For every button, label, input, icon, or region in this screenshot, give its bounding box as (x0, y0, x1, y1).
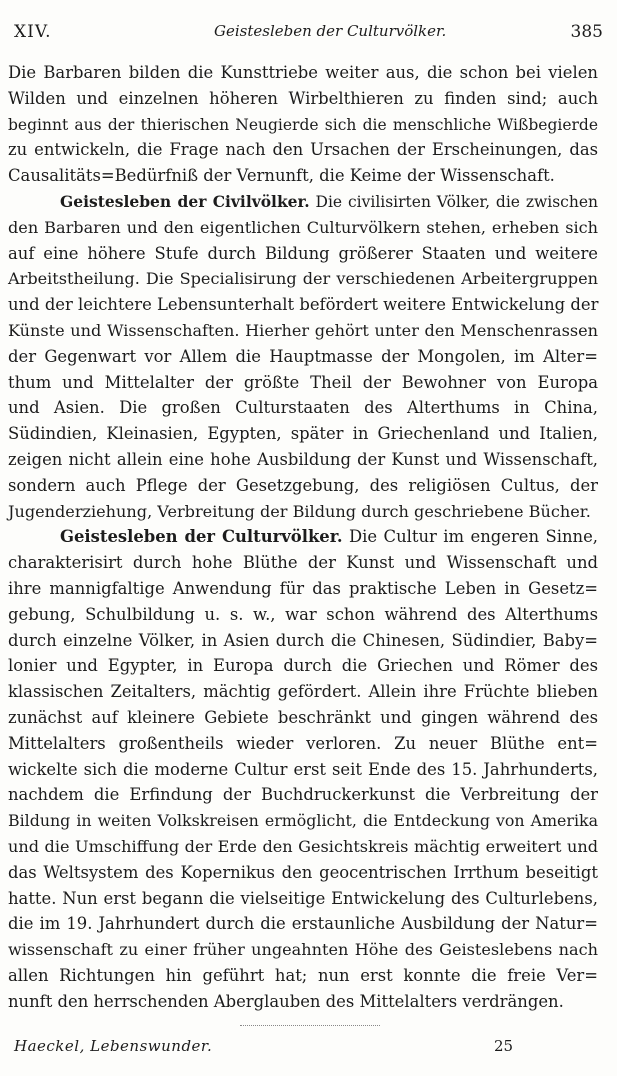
text-line (8, 937, 598, 963)
line-text: charakterisirt durch hohe Blüthe der Kunst und Wissenschaft und (8, 553, 598, 573)
paragraph-first-line (8, 189, 598, 215)
line-text: nachdem die Erfindung der Buchdruckerkunst die Verbreitung der (8, 785, 598, 805)
text-line (8, 705, 598, 731)
text-line (8, 241, 598, 267)
text-line (8, 576, 598, 602)
section-heading: Geistesleben der Civilvölker. (60, 192, 310, 211)
text-line (8, 473, 598, 499)
line-text: Die Cultur im engeren Sinne, (342, 527, 598, 547)
line-text: das Weltsystem des Kopernikus den geocentrischen Irrthum beseitigt (8, 862, 598, 882)
text-line (8, 112, 598, 138)
page-header (14, 22, 603, 46)
text-line (8, 344, 598, 370)
text-line (8, 731, 598, 757)
text-line (8, 782, 598, 808)
line-text: Mittelalters großentheils wieder verloren. Zu neuer Blüthe ent= (8, 733, 598, 753)
chapter-number: XIV. (14, 22, 52, 42)
paragraph-first-line (8, 524, 598, 550)
text-line (8, 911, 598, 937)
text-line (8, 499, 598, 525)
text-line (8, 757, 598, 783)
line-text: beginnt aus der thierischen Neugierde sich die menschliche Wißbegierde (8, 115, 598, 134)
line-text: auf eine höhere Stufe durch Bildung größerer Staaten und weitere (8, 243, 598, 263)
line-text: und der leichtere Lebensunterhalt befördert weitere Entwickelung der (8, 295, 599, 315)
line-text: gebung, Schulbildung u. s. w., war schon während des Alterthums (8, 604, 598, 624)
text-line (8, 318, 598, 344)
text-line (8, 550, 598, 576)
line-text: thum und Mittelalter der größte Theil der Bewohner von Europa (8, 372, 598, 392)
text-line (8, 628, 598, 654)
text-line (8, 602, 598, 628)
line-text: Jugenderziehung, Verbreitung der Bildung durch geschriebene Bücher. (8, 501, 591, 521)
signature-mark: 25 (494, 1037, 514, 1055)
line-text: ihre mannigfaltige Anwendung für das praktische Leben in Gesetz= (8, 579, 598, 598)
text-line (8, 86, 598, 112)
footer-divider (240, 1025, 380, 1027)
line-text: Künste und Wissenschaften. Hierher gehört unter den Menschenrassen (8, 321, 598, 340)
text-line (8, 60, 598, 86)
line-text: der Gegenwart vor Allem die Hauptmasse der Mongolen, im Alter= (8, 346, 598, 366)
running-title: Geistesleben der Culturvölker. (214, 22, 447, 40)
text-line (8, 266, 598, 292)
line-text: lonier und Egypter, in Europa durch die Griechen und Römer des (8, 656, 598, 676)
line-text: Die civilisirten Völker, die zwischen (309, 193, 598, 211)
line-text: klassischen Zeitalters, mächtig gefördert. Allein ihre Früchte blieben (8, 682, 598, 702)
text-line (8, 963, 598, 989)
text-line (8, 860, 598, 886)
text-line (8, 163, 598, 189)
text-line (8, 447, 598, 473)
line-text: allen Richtungen hin geführt hat; nun erst konnte die freie Ver= (8, 966, 598, 985)
line-text: und Asien. Die großen Culturstaaten des Alterthums in China, (8, 398, 598, 418)
line-text: hatte. Nun erst begann die vielseitige Entwickelung des Culturlebens, (8, 888, 598, 908)
text-line (8, 292, 598, 318)
line-text: Südindien, Kleinasien, Egypten, später in Griechenland und Italien, (8, 424, 598, 444)
page-number: 385 (570, 22, 603, 42)
line-text: Causalitäts=Bedürfniß der Vernunft, die Keime der Wissenschaft. (8, 166, 555, 186)
line-text: Bildung in weiten Volkskreisen ermöglicht, die Entdeckung von Amerika (8, 811, 598, 831)
text-line (8, 395, 598, 421)
line-text: nunft den herrschenden Aberglauben des Mittelalters verdrängen. (8, 991, 564, 1011)
line-text: Wilden und einzelnen höheren Wirbelthieren zu finden sind; auch (8, 88, 598, 108)
text-line (8, 886, 598, 912)
section-heading: Geistesleben der Culturvölker. (60, 527, 343, 547)
text-line (8, 808, 598, 834)
line-text: und die Umschiffung der Erde den Gesichtskreis mächtig erweitert und (8, 837, 598, 856)
line-text: durch einzelne Völker, in Asien durch die Chinesen, Südindier, Baby= (8, 630, 598, 650)
line-text: zunächst auf kleinere Gebiete beschränkt und gingen während des (8, 708, 598, 727)
text-line (8, 137, 598, 163)
line-text: Die Barbaren bilden die Kunsttriebe weiter aus, die schon bei vielen (8, 63, 598, 82)
line-text: die im 19. Jahrhundert durch die erstaunliche Ausbildung der Natur= (8, 914, 598, 934)
line-text: sondern auch Pflege der Gesetzgebung, des religiösen Cultus, der (8, 475, 598, 495)
line-text: Arbeitstheilung. Die Specialisirung der verschiedenen Arbeitergruppen (8, 269, 598, 289)
line-text: wissenschaft zu einer früher ungeahnten Höhe des Geisteslebens nach (8, 940, 598, 960)
text-line (8, 834, 598, 860)
line-text: zu entwickeln, die Frage nach den Ursachen der Erscheinungen, das (8, 140, 598, 160)
text-line (8, 653, 598, 679)
line-text: wickelte sich die moderne Cultur erst seit Ende des 15. Jahrhunderts, (8, 759, 598, 779)
text-line (8, 215, 598, 241)
text-line (8, 989, 598, 1015)
text-line (8, 370, 598, 396)
line-text: den Barbaren und den eigentlichen Culturvölkern stehen, erheben sich (8, 217, 598, 237)
line-text: zeigen nicht allein eine hohe Ausbildung der Kunst und Wissenschaft, (8, 450, 598, 469)
page-footer (14, 1037, 603, 1059)
footer-author: Haeckel, Lebenswunder. (14, 1037, 213, 1055)
text-line (8, 421, 598, 447)
text-line (8, 679, 598, 705)
